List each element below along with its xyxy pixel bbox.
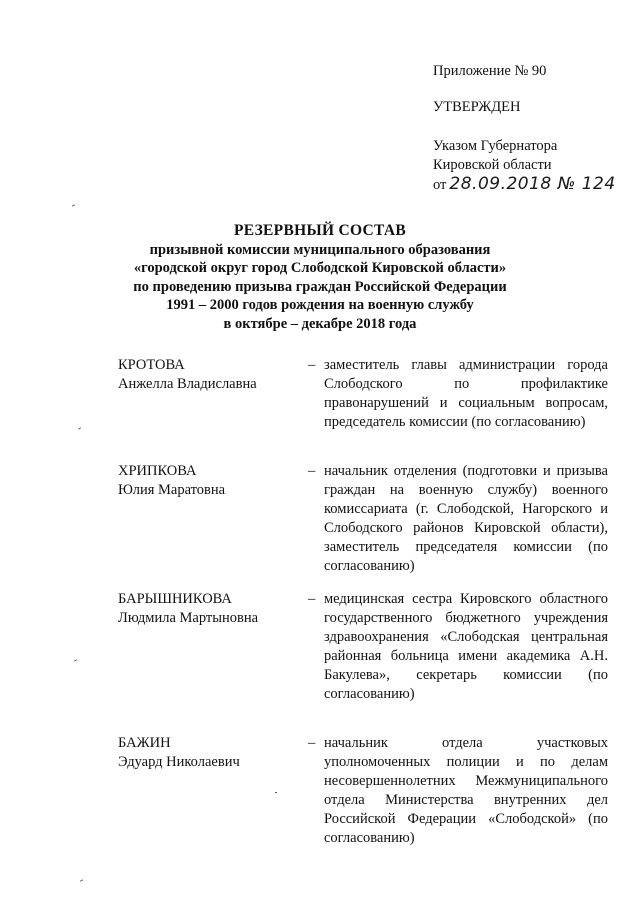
scan-speck (74, 659, 77, 661)
member-name (118, 734, 303, 772)
member-name (118, 590, 303, 628)
member-dash: – (308, 591, 316, 607)
member-role: начальник отделения (подготовки и призыва граждан на военную службу) военного комиссариата (г. Слободской, Нагорского и Слободского районов Кировской области), заместитель председателя комиссии (по согласованию) (324, 463, 608, 574)
approval-header (433, 62, 616, 195)
member-surname: КРОТОВА (118, 357, 185, 373)
title-line-2: «городской округ город Слободской Кировской области» (133, 260, 507, 276)
date-prefix: от (433, 177, 447, 193)
title-line-4: 1991 – 2000 годов рождения на военную службу (166, 297, 474, 313)
member-dash: – (308, 357, 316, 373)
member-role: начальник отдела участковых уполномоченных полиции и по делам несовершеннолетних Межмуниципального отдела Министерства внутренних дел Российской Федерации «Слободской» (по согласованию) (324, 735, 608, 846)
title-line-3: по проведению призыва граждан Российской Федерации (133, 278, 507, 295)
appendix-number: Приложение № 90 (433, 63, 547, 79)
decree-line-1: Указом Губернатора (433, 138, 558, 154)
member-role: медицинская сестра Кировского областного государственного бюджетного учреждения здравоохранения «Слободская центральная районная больница имени академика А.Н. Бакулева», секретарь комиссии (по согласованию) (324, 591, 608, 702)
scan-speck (78, 427, 81, 429)
title-line-1: призывной комиссии муниципального образования (149, 241, 491, 258)
title-main: РЕЗЕРВНЫЙ СОСТАВ (233, 222, 407, 239)
member-name (118, 356, 303, 394)
member-given-name: Эдуард Николаевич (118, 754, 240, 770)
member-given-name: Юлия Маратовна (118, 482, 226, 498)
member-surname: БАЖИН (118, 735, 171, 751)
handwritten-date: 28.09.2018 № 124 (449, 174, 616, 194)
member-name (118, 462, 303, 500)
member-dash: – (308, 735, 316, 751)
decree-date-row (433, 175, 616, 195)
member-given-name: Людмила Мартыновна (118, 610, 259, 626)
document-title (0, 222, 640, 333)
title-line-5: в октябре – декабре 2018 года (223, 315, 417, 332)
approved-label: УТВЕРЖДЕН (433, 99, 521, 115)
member-role: заместитель главы администрации города Слободского по профилактике правонарушений и социальным вопросам, председатель комиссии (по согласованию) (324, 357, 608, 430)
member-dash: – (308, 463, 316, 479)
decree-line-2: Кировской области (433, 157, 552, 173)
member-surname: БАРЫШНИКОВА (118, 591, 232, 607)
member-given-name: Анжелла Владиславна (118, 376, 257, 392)
scan-speck (72, 204, 75, 206)
scan-speck (275, 792, 277, 793)
member-surname: ХРИПКОВА (118, 463, 197, 479)
scan-speck (80, 879, 83, 881)
